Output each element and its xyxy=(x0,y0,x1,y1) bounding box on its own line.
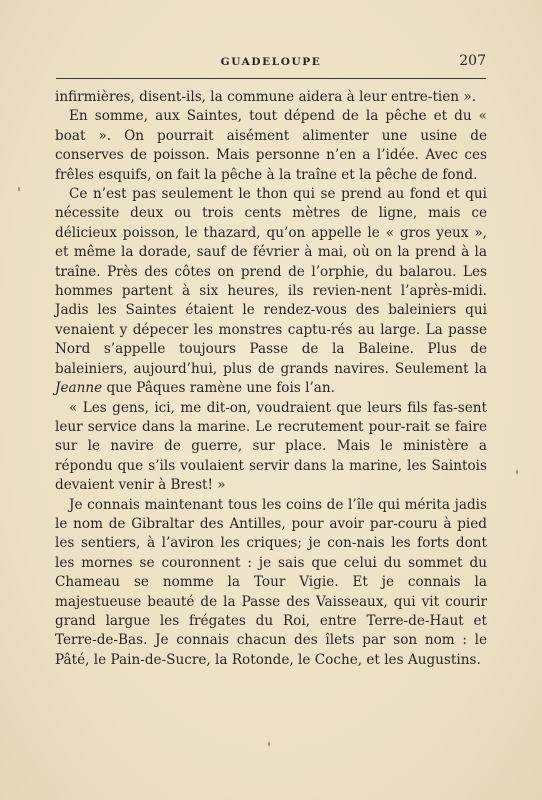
running-title: GUADELOUPE xyxy=(220,56,322,68)
ship-name: Jeanne xyxy=(55,380,103,397)
paragraph-4: « Les gens, ici, me dit-on, voudraient que leurs fils fas-sent leur service dans la marine. Le recrutement pour-rait se faire sur le navire de guerre, sur place. Mais le ministère a répondu que s’ils voulaient servir dans la marine, les Saintois devaient venir à Brest! » xyxy=(55,399,487,494)
header-rule xyxy=(56,78,486,79)
body-text xyxy=(55,88,487,670)
paragraph-3 xyxy=(55,185,487,398)
page-number: 207 xyxy=(459,53,486,69)
paragraph-5: Je connais maintenant tous les coins de l’île qui mérita jadis le nom de Gibraltar des Antilles, pour avoir par-couru à pied les sentiers, à l’aviron les criques; je con-nais les forts dont les mornes se couronnent : je sais que celui du sommet du Chameau se nomme la Tour Vigie. Et je connais la majestueuse beauté de la Passe des Vaisseaux, qui vit courir grand largue les frégates du Roi, entre Terre-de-Haut et Terre-de-Bas. Je connais chacun des îlets par son nom : le Pâté, le Pain-de-Sucre, la Rotonde, le Coche, et les Augustins. xyxy=(55,496,487,668)
paragraph-2: En somme, aux Saintes, tout dépend de la pêche et du « boat ». On pourrait aisément alimenter une usine de conserves de poisson. Mais personne n’en a l’idée. Avec ces frêles esquifs, on fait la pêche à la traîne et la pêche de fond. xyxy=(55,108,487,183)
paper-speck xyxy=(268,742,270,746)
paragraph-1: infirmières, disent-ils, la commune aidera à leur entre-tien ». xyxy=(55,89,477,105)
page-header xyxy=(56,52,486,74)
paragraph-3-text: Ce n’est pas seulement le thon qui se prend au fond et qui nécessite deux ou trois cents mètres de ligne, mais ce délicieux poisson, le thazard, qu’on appelle le « gros yeux », et même la dorade, sauf de février à mai, où on la prend à la traîne. Près des côtes on prend de l’orphie, du balarou. Les hommes partent à six heures, ils revien-nent l’après-midi. Jadis les Saintes étaient le rendez-vous des baleiniers qui venaient y dépecer les monstres captu-rés au large. La passe Nord s’appelle toujours Passe de la Baleine. Plus de baleiniers, aujourd’hui, plus de grands navires. Seulement la xyxy=(55,186,487,377)
paragraph-3-end: que Pâques ramène une fois l’an. xyxy=(106,380,335,397)
paper-speck xyxy=(516,470,518,474)
paper-speck xyxy=(18,187,20,191)
